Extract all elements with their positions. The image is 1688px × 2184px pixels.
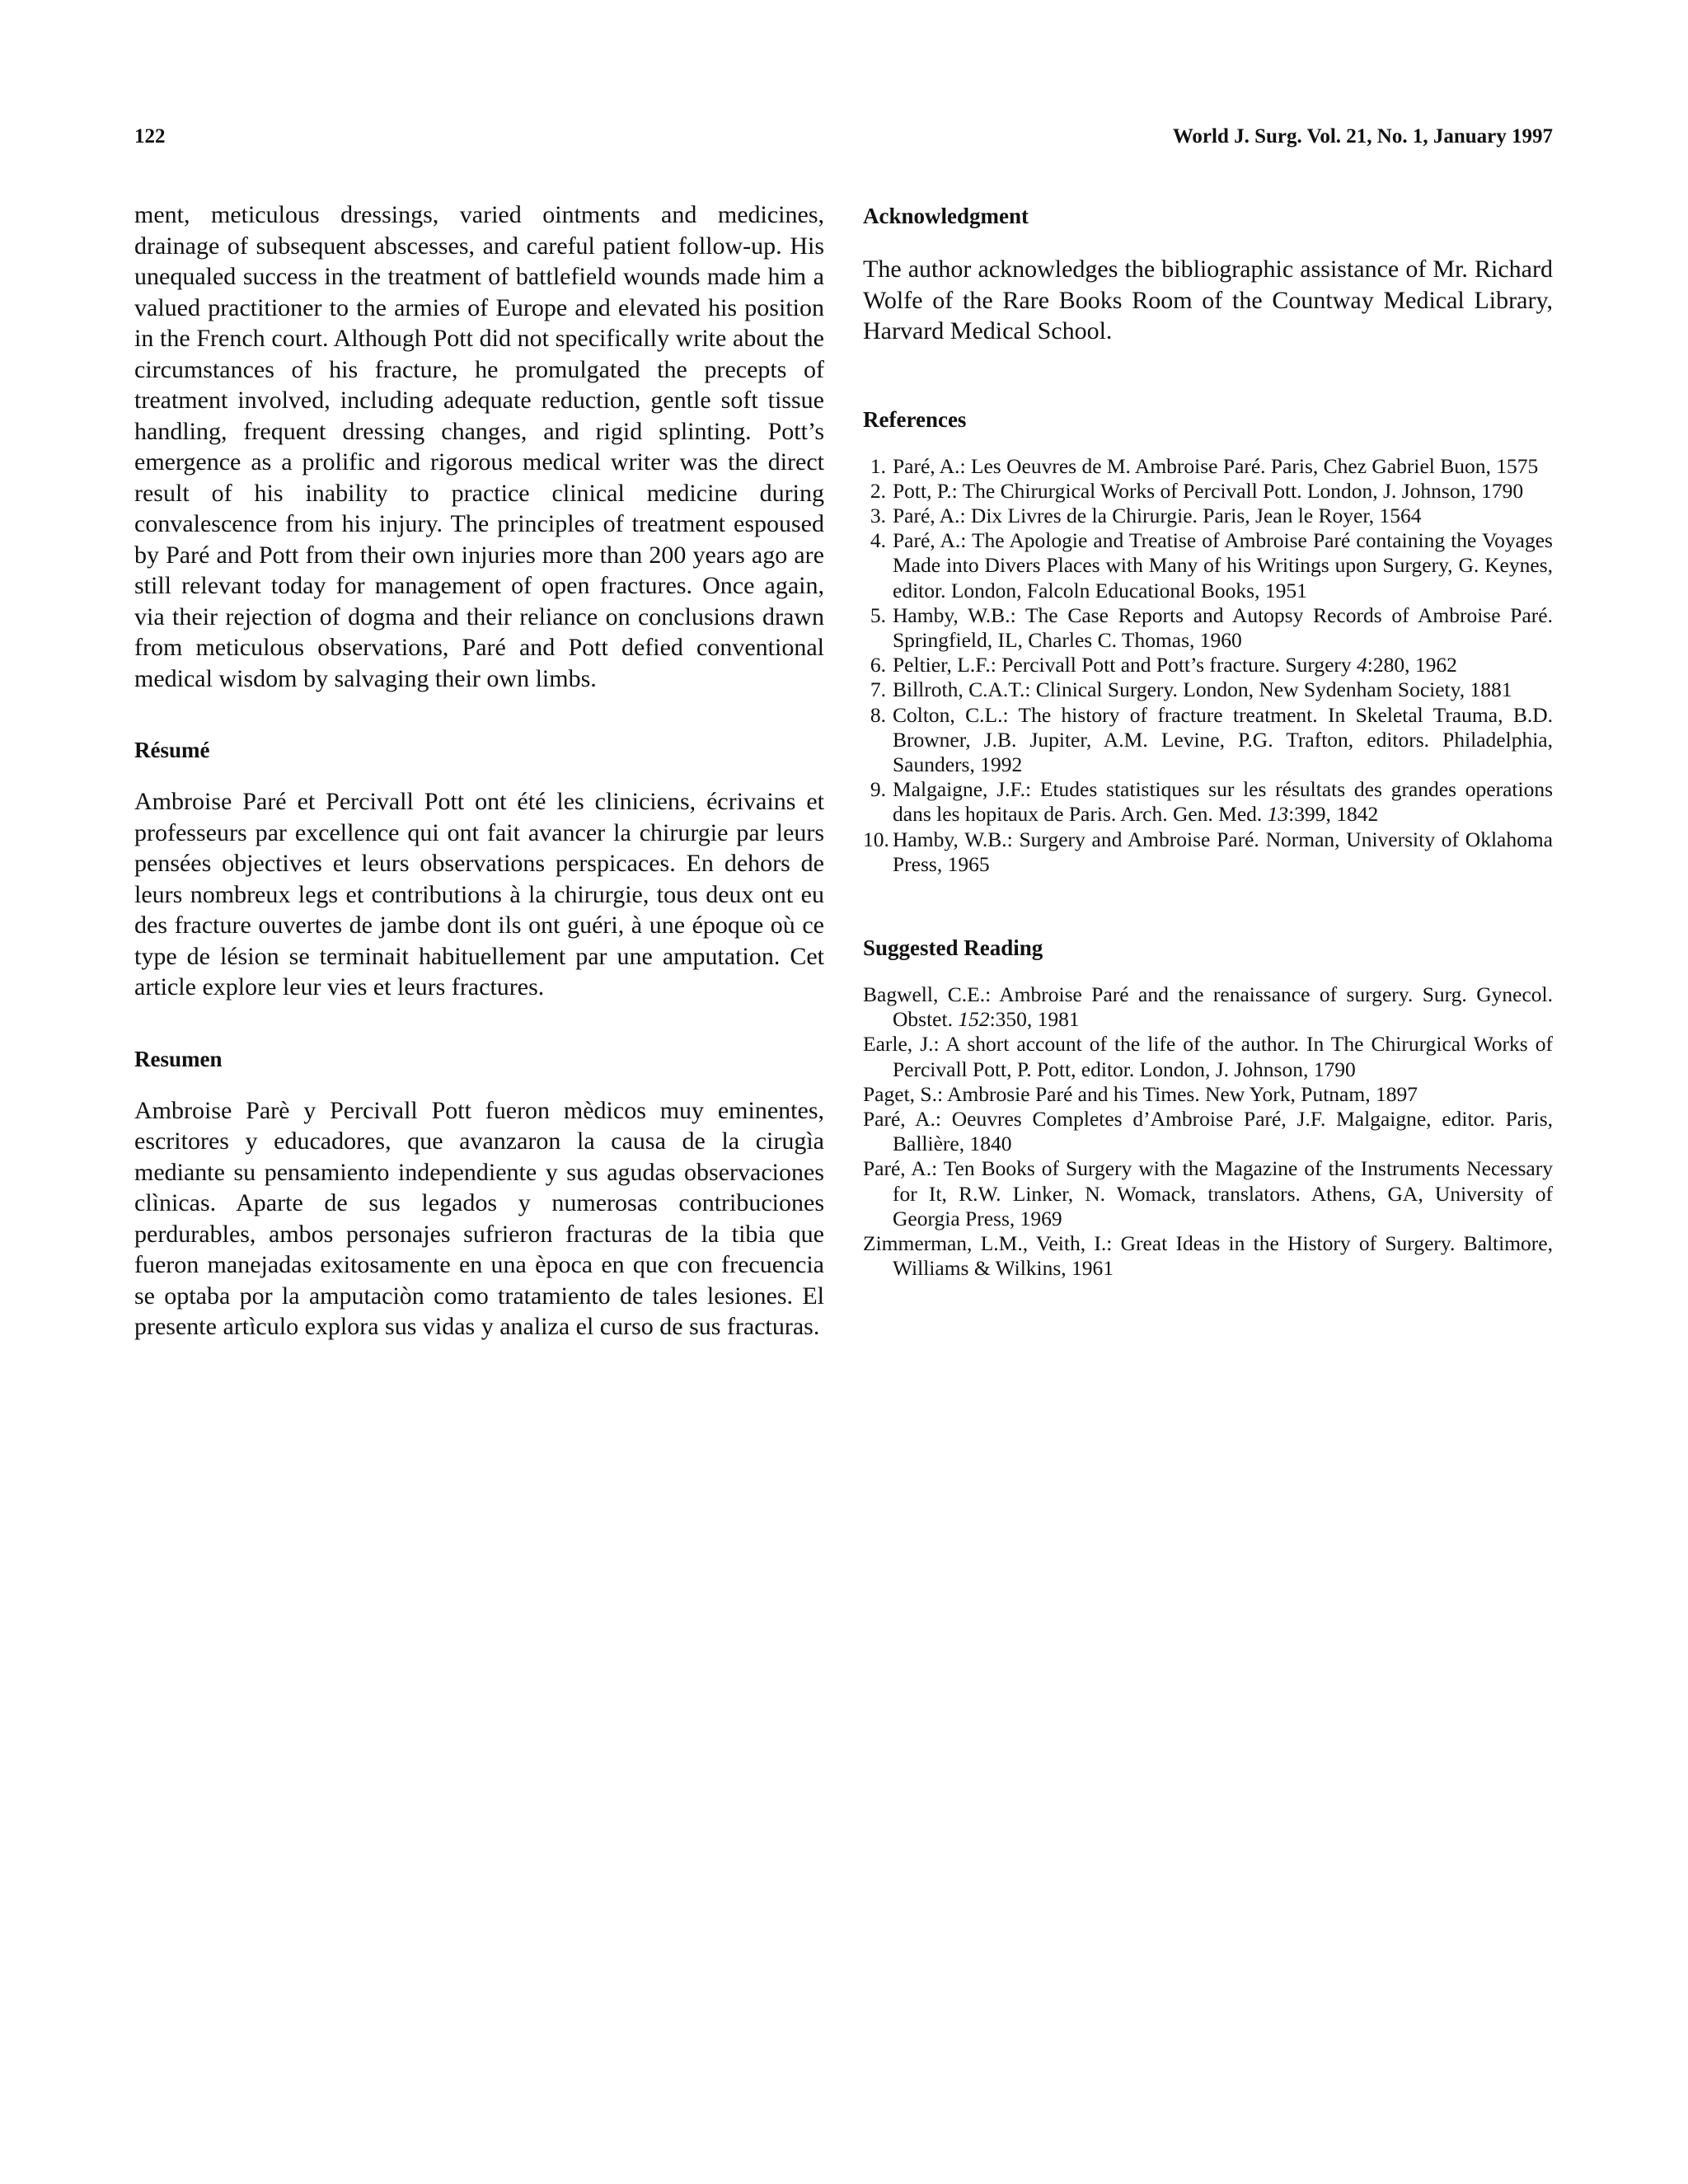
resumen-heading: Resumen xyxy=(134,1046,223,1071)
reference-text: Hamby, W.B.: The Case Reports and Autopsy Records of Ambroise Paré. Springfield, IL, Charles C. Thomas, 1960 xyxy=(893,602,1553,652)
acknowledgment-text: The author acknowledges the bibliographic assistance of Mr. Richard Wolfe of the Rare Books Room of the Countway Medical Library, Harvard Medical School. xyxy=(863,255,1553,344)
reference-text: Colton, C.L.: The history of fracture treatment. In Skeletal Trauma, B.D. Browner, J.B. Jupiter, A.M. Levine, P.G. Trafton, editors. Philadelphia, Saunders, 1992 xyxy=(893,702,1553,776)
reference-item xyxy=(863,504,1553,528)
resume-text: Ambroise Paré et Percivall Pott ont été les cliniciens, écrivains et professeurs par excellence qui ont fait avancer la chirurgie par leurs pensées objectives et leurs observations perspicaces. En dehors de leurs nombreux legs et contributions à la chirurgie, tous deux ont eu des fracture ouvertes de jambe dont ils ont guéri, à une époque où ce type de lésion se terminait habituellement par une amputation. Cet article explore leur vies et leurs fractures. xyxy=(134,788,824,1001)
acknowledgment-heading: Acknowledgment xyxy=(863,204,1029,228)
reading-text: Paré, A.: Oeuvres Completes d’Ambroise Paré, J.F. Malgaigne, editor. Paris, Ballière, 1840 xyxy=(863,1106,1553,1156)
reference-text: Hamby, W.B.: Surgery and Ambroise Paré. Norman, University of Oklahoma Press, 1965 xyxy=(893,827,1553,876)
suggested-reading-heading: Suggested Reading xyxy=(863,935,1043,960)
reference-number: 10. xyxy=(863,827,889,851)
suggested-reading-item xyxy=(863,1231,1553,1281)
reading-text: Paré, A.: Ten Books of Surgery with the Magazine of the Instruments Necessary for It, R.W. Linker, N. Womack, translators. Athens, GA, University of Georgia Press, 1969 xyxy=(863,1156,1553,1230)
reference-volume: 13 xyxy=(1267,802,1289,827)
suggested-reading-item xyxy=(863,1107,1553,1156)
reading-text: Zimmerman, L.M., Veith, I.: Great Ideas in the History of Surgery. Baltimore, Williams & Wilkins, 1961 xyxy=(863,1230,1553,1281)
body-paragraph-continued: ment, meticulous dressings, varied ointments and medicines, drainage of subsequent abscesses, and careful patient follow-up. His unequaled success in the treatment of battlefield wounds made him a valued practitioner to the armies of Europe and elevated his position in the French court. Although Pott did not specifically write about the circumstances of his fracture, he promulgated the precepts of treatment involved, including adequate reduction, gentle soft tissue handling, frequent dressing changes, and rigid splinting. Pott’s emergence as a prolific and rigorous medical writer was the direct result of his inability to practice clinical medicine during convalescence from his injury. The principles of treatment espoused by Paré and Pott from their own injuries more than 200 years ago are still relevant today for management of open fractures. Once again, via their rejection of dogma and their reliance on conclusions drawn from meticulous observations, Paré and Pott defied conventional medical wisdom by salvaging their own limbs. xyxy=(134,201,824,692)
resume-heading: Résumé xyxy=(134,738,210,762)
suggested-reading-item xyxy=(863,1156,1553,1231)
reference-volume: 4 xyxy=(1357,653,1367,677)
reference-text: Malgaigne, J.F.: Etudes statistiques sur les résultats des grandes operations dans les hopitaux de Paris. Arch. Gen. Med. xyxy=(893,777,1553,827)
left-column xyxy=(134,199,824,1343)
reference-item xyxy=(863,827,1553,877)
reference-item xyxy=(863,454,1553,479)
suggested-reading-item xyxy=(863,982,1553,1032)
reference-item xyxy=(863,703,1553,778)
reference-pages: :280, 1962 xyxy=(1367,653,1457,677)
reference-item xyxy=(863,653,1553,677)
page-number: 122 xyxy=(134,125,166,148)
reference-number: 4. xyxy=(870,528,886,553)
reference-number: 1. xyxy=(870,453,886,478)
reference-pages: :399, 1842 xyxy=(1288,802,1379,827)
reading-text: Paget, S.: Ambrosie Paré and his Times. New York, Putnam, 1897 xyxy=(863,1081,1418,1106)
suggested-reading-item xyxy=(863,1082,1553,1107)
references-list xyxy=(863,454,1553,877)
reference-number: 5. xyxy=(870,602,886,627)
journal-citation: World J. Surg. Vol. 21, No. 1, January 1997 xyxy=(1172,125,1553,148)
reading-text: Bagwell, C.E.: Ambroise Paré and the renaissance of surgery. Surg. Gynecol. Obstet. xyxy=(863,982,1553,1032)
reference-text: Peltier, L.F.: Percivall Pott and Pott’s fracture. Surgery xyxy=(893,653,1357,677)
reference-item xyxy=(863,479,1553,504)
reference-number: 2. xyxy=(870,478,886,503)
reading-text: Earle, J.: A short account of the life of the author. In The Chirurgical Works of Percivall Pott, P. Pott, editor. London, J. Johnson, 1790 xyxy=(863,1032,1553,1081)
reference-text: Pott, P.: The Chirurgical Works of Percivall Pott. London, J. Johnson, 1790 xyxy=(893,478,1524,503)
reference-text: Billroth, C.A.T.: Clinical Surgery. London, New Sydenham Society, 1881 xyxy=(893,677,1512,702)
suggested-reading-item xyxy=(863,1032,1553,1081)
reading-volume: 152 xyxy=(958,1007,990,1032)
reference-item xyxy=(863,677,1553,702)
references-heading: References xyxy=(863,406,967,432)
reference-number: 8. xyxy=(870,702,886,727)
suggested-reading-list xyxy=(863,982,1553,1281)
reference-item xyxy=(863,603,1553,653)
reference-item xyxy=(863,528,1553,603)
reference-number: 9. xyxy=(870,777,886,802)
running-head xyxy=(134,120,1553,153)
right-column xyxy=(863,199,1553,1281)
reference-number: 6. xyxy=(870,653,886,677)
reference-number: 7. xyxy=(870,677,886,702)
reference-text: Paré, A.: Dix Livres de la Chirurgie. Paris, Jean le Royer, 1564 xyxy=(893,503,1422,527)
reference-text: Paré, A.: Les Oeuvres de M. Ambroise Paré. Paris, Chez Gabriel Buon, 1575 xyxy=(893,453,1539,478)
reference-number: 3. xyxy=(870,503,886,527)
reference-item xyxy=(863,777,1553,827)
reference-text: Paré, A.: The Apologie and Treatise of Ambroise Paré containing the Voyages Made into Divers Places with Many of his Writings upon Surgery, G. Keynes, editor. London, Falcoln Educational Books, 1951 xyxy=(893,528,1553,602)
reading-pages: :350, 1981 xyxy=(989,1007,1080,1032)
resumen-text: Ambroise Parè y Percivall Pott fueron mèdicos muy eminentes, escritores y educadores, que avanzaron la causa de la cirugìa mediante su pensamiento independiente y sus agudas observaciones clìnicas. Aparte de sus legados y numerosas contribuciones perdurables, ambos personajes sufrieron fracturas de la tibia que fueron manejadas exitosamente en una època en que con frecuencia se optaba por la amputaciòn como tratamiento de tales lesiones. El presente artìculo explora sus vidas y analiza el curso de sus fracturas. xyxy=(134,1096,824,1340)
